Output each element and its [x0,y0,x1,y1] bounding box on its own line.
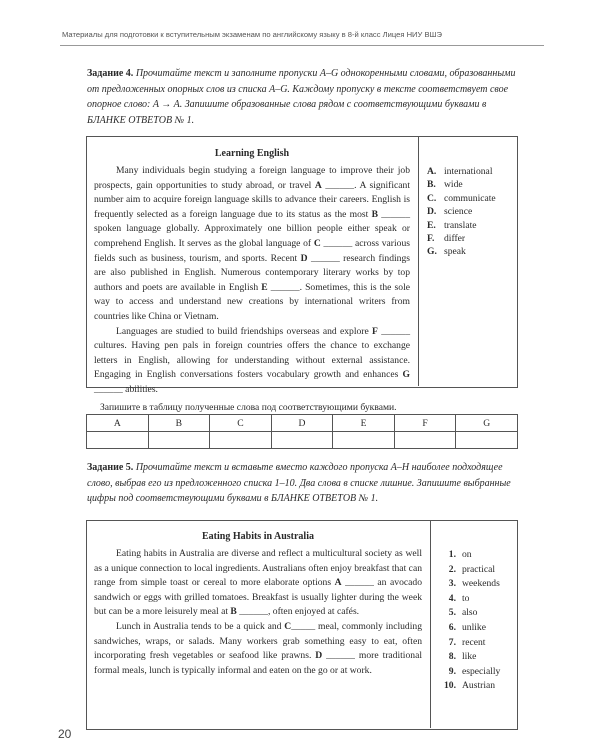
passage-text: ______ research findings are also published in English. Numerous contemporary literary works by top authors and poets are available in English [94,252,410,293]
option-letter: 9. [448,665,456,677]
task5-passage [94,531,422,678]
task4-label: Задание 4. [87,68,134,79]
passage-text: _____ meal, commonly including sandwiches, wraps, or salads. Many workers grab something easy to eat, often incorporating fresh vegetables or seafood like prawns. [94,620,422,662]
task5-label: Задание 5. [87,462,134,473]
gap-letter: D [300,252,308,264]
task4-options [427,165,496,259]
option-letter: 7. [448,636,456,648]
answer-table-blank-cell[interactable] [148,432,210,449]
gap-letter: C [313,237,321,249]
option-letter: 4. [448,592,456,604]
running-header: Материалы для подготовки к вступительным экзаменам по английскому языку в 8-й класс Лицея НИУ ВШЭ [62,30,442,39]
option-letter: 6. [448,621,456,633]
option-letter: C. [427,192,437,204]
option-word: recent [462,636,486,648]
gap-letter: G [402,369,410,381]
gap-letter: B [371,208,378,220]
task4-paragraph-2 [94,325,410,398]
header-rule [60,45,544,46]
answer-table-header-cell: B [148,415,210,432]
passage-text: ______ across various fields such as business, tourism, and sports. Recent [94,237,410,264]
option-letter: F. [427,233,435,245]
page-number: 20 [58,727,72,741]
passage-text: Lunch in Australia tends to be a quick and [116,620,285,632]
option-letter: G. [427,246,437,258]
option-letter: 3. [448,578,456,590]
passage-text: ______ more traditional formal meals, lunch is typically informal and eaten on the go or at work. [94,650,422,676]
option-word: translate [444,219,477,231]
task5-paragraph-1 [94,547,422,620]
option-item [427,178,496,191]
task5-instruction-text: Прочитайте текст и вставьте вместо каждого пропуска A–H наиболее подходящее слово, выбрав его из предложенного списка 1–10. Два слова в списке лишние. Запишите выбранные цифры под соответствующими буквами в БЛАНКЕ ОТВЕТОВ № 1. [87,462,511,504]
answer-table-blank-cell[interactable] [210,432,272,449]
passage-text: ______ an avocado sandwich or eggs with grilled tomatoes. Breakfast is usually lighter during the week but can be a more leisurely meal at [94,577,422,618]
gap-letter: C [284,620,292,632]
option-word: weekends [462,578,500,590]
option-item [434,592,500,607]
option-word: science [444,206,473,218]
answer-table-blank-cell[interactable] [333,432,395,449]
option-item [427,165,496,178]
option-letter: D. [427,206,437,218]
option-item [434,563,500,578]
option-word: Austrian [462,680,496,692]
task4-paragraph-1 [94,164,410,325]
task4-passage [94,148,410,398]
answer-table-header-cell: E [333,415,395,432]
answer-table-blank-cell[interactable] [394,432,456,449]
option-letter: E. [427,219,436,231]
option-item [427,245,496,258]
option-word: on [462,549,472,560]
gap-letter: B [230,606,237,618]
option-item [434,650,500,665]
passage-text: ______ abilities. [94,383,158,395]
task4-divider [418,137,419,386]
option-word: like [462,651,477,663]
task5-passage-title: Eating Habits in Australia [202,531,314,542]
option-word: also [462,607,478,619]
answer-table-blank-cell[interactable] [456,432,518,449]
option-item [427,192,496,205]
passage-text: Eating habits in Australia are diverse and reflect a multicultural society as well as a unique connection to local ingredients. Australians often enjoy breakfast that can range from simple toast or cereal to more elaborate options [94,548,422,589]
option-word: wide [444,179,463,191]
option-letter: 1. [448,549,456,560]
option-letter: 2. [448,563,456,575]
answer-table-blank-cell[interactable] [87,432,149,449]
answer-table-blank-cell[interactable] [271,432,333,449]
option-word: to [462,592,470,604]
option-item [434,577,500,592]
option-word: international [444,166,493,177]
option-item [434,636,500,651]
passage-text: ______ spoken language globally. Approximately one billion people either speak or comprehend English. It serves as the global language of [94,208,411,249]
task5-instruction [87,460,519,507]
answer-table-header-cell: G [456,415,518,432]
passage-text: ______, often enjoyed at cafés. [236,606,360,618]
option-item [434,548,500,563]
task4-instruction-text: Прочитайте текст и заполните пропуски A–G однокоренными словами, образованными от предложенных опорных слов из списка A–G. Каждому пропуску в тексте соответствует свое опорное слово: A → A. Запишите образованные слова рядом с соответствующими буквами в БЛАНКЕ ОТВЕТОВ № 1. [87,68,516,126]
task5-paragraph-2 [94,620,422,678]
passage-text: ______. A significant number aim to acquire foreign language skills to advance their careers. English is frequently selected as a foreign language due to its status as the most [94,179,410,220]
answer-table-header-cell: D [271,415,333,432]
option-word: unlike [462,621,486,633]
option-item [427,219,496,232]
answer-table-header-row [87,415,518,432]
passage-text: Languages are studied to build friendships overseas and explore [116,325,373,337]
passage-text: Many individuals begin studying a foreign language to improve their job prospects, gain opportunities to study abroad, or travel [94,165,410,191]
task5-divider [430,521,431,728]
option-item [434,665,500,680]
option-word: especially [462,665,501,677]
passage-text: ______. Sometimes, this is the sole way to access and understand new creations by international writers from countries like China or Vietnam. [94,281,411,322]
option-item [434,606,500,621]
answer-table-header-cell: F [394,415,456,432]
gap-letter: A [314,179,322,191]
option-word: practical [462,563,496,575]
option-item [427,205,496,218]
option-item [434,621,500,636]
option-word: communicate [444,192,496,204]
option-word: differ [444,233,466,245]
option-item [434,679,500,694]
passage-text: ______ cultures. Having pen pals in foreign countries offers the chance to exchange letters in English, allowing for understanding without external assistance. Engaging in English conversations fosters vocabulary growth and enhances [94,325,410,381]
task4-instruction [87,66,519,128]
answer-table-header-cell: A [87,415,149,432]
answer-table [86,414,518,449]
option-item [427,232,496,245]
option-letter: 10. [444,680,456,692]
table-note: Запишите в таблицу полученные слова под соответствующими буквами. [100,402,397,413]
gap-letter: F [372,325,378,337]
task5-options [434,548,500,694]
option-word: speak [444,246,466,258]
option-letter: 8. [448,651,456,663]
option-letter: A. [427,166,437,177]
gap-letter: D [315,650,323,662]
answer-table-header-cell: C [210,415,272,432]
option-letter: B. [427,179,436,191]
answer-table-answer-row [87,432,518,449]
gap-letter: E [261,281,268,293]
gap-letter: A [334,577,342,589]
task4-passage-title: Learning English [214,148,290,159]
option-letter: 5. [448,607,456,619]
